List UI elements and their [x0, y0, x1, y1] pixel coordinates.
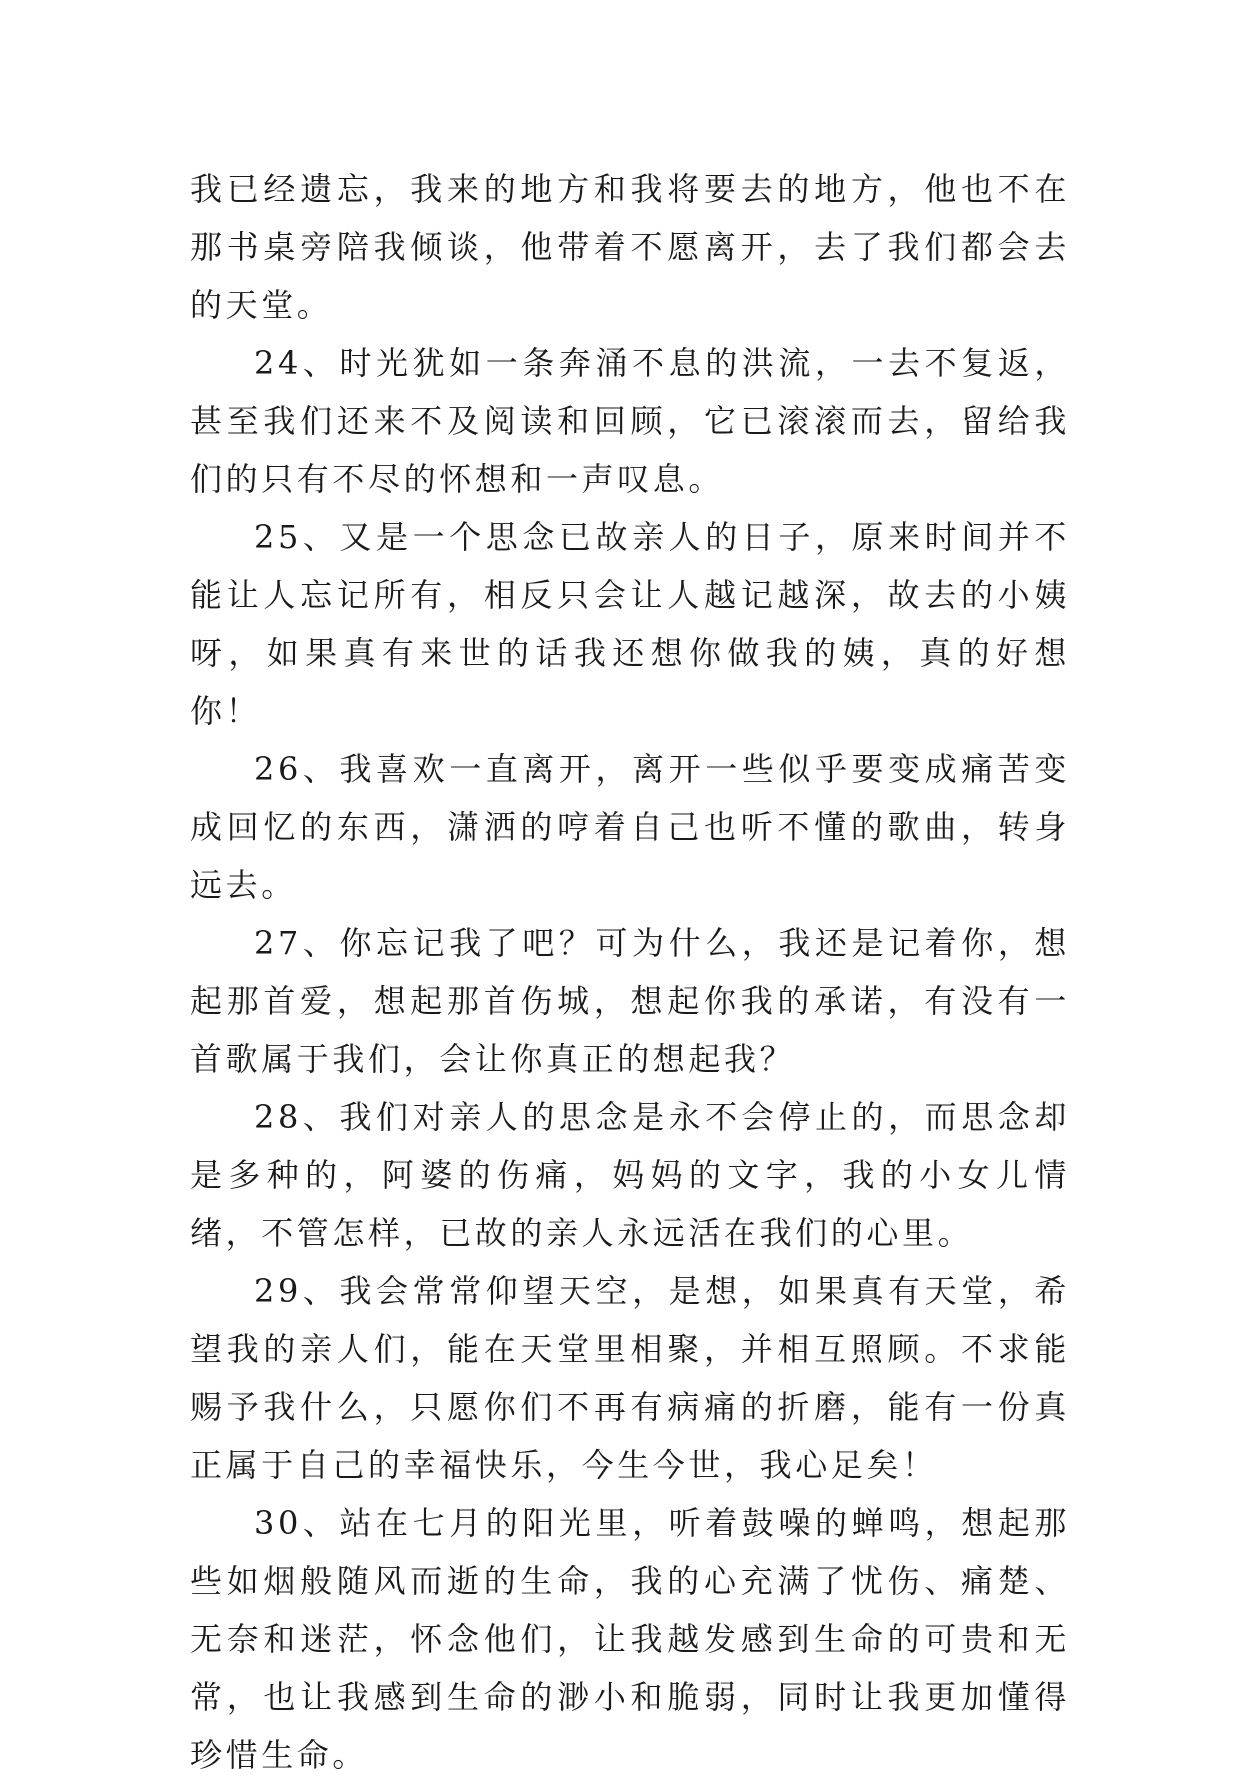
paragraph-continued: 我已经遗忘，我来的地方和我将要去的地方，他也不在那书桌旁陪我倾谈，他带着不愿离开，去了我们都会去的天堂。 [190, 170, 1070, 324]
paragraph-24: 24、时光犹如一条奔涌不息的洪流，一去不复返，甚至我们还来不及阅读和回顾，它已滚滚而去，留给我们的只有不尽的怀想和一声叹息。 [190, 344, 1070, 498]
document-body [190, 160, 1070, 1784]
paragraph-26: 26、我喜欢一直离开，离开一些似乎要变成痛苦变成回忆的东西，潇洒的哼着自己也听不懂的歌曲，转身远去。 [190, 750, 1070, 904]
paragraph-25: 25、又是一个思念已故亲人的日子，原来时间并不能让人忘记所有，相反只会让人越记越深，故去的小姨呀，如果真有来世的话我还想你做我的姨，真的好想你！ [190, 518, 1070, 730]
paragraph-29: 29、我会常常仰望天空，是想，如果真有天堂，希望我的亲人们，能在天堂里相聚，并相互照顾。不求能赐予我什么，只愿你们不再有病痛的折磨，能有一份真正属于自己的幸福快乐，今生今世，我心足矣！ [190, 1272, 1070, 1484]
paragraph-30: 30、站在七月的阳光里，听着鼓噪的蝉鸣，想起那些如烟般随风而逝的生命，我的心充满了忧伤、痛楚、无奈和迷茫，怀念他们，让我越发感到生命的可贵和无常，也让我感到生命的渺小和脆弱，同时让我更加懂得珍惜生命。 [190, 1504, 1070, 1774]
paragraph-28: 28、我们对亲人的思念是永不会停止的，而思念却是多种的，阿婆的伤痛，妈妈的文字，我的小女儿情绪，不管怎样，已故的亲人永远活在我们的心里。 [190, 1098, 1070, 1252]
paragraph-27: 27、你忘记我了吧？可为什么，我还是记着你，想起那首爱，想起那首伤城，想起你我的承诺，有没有一首歌属于我们，会让你真正的想起我？ [190, 924, 1070, 1078]
